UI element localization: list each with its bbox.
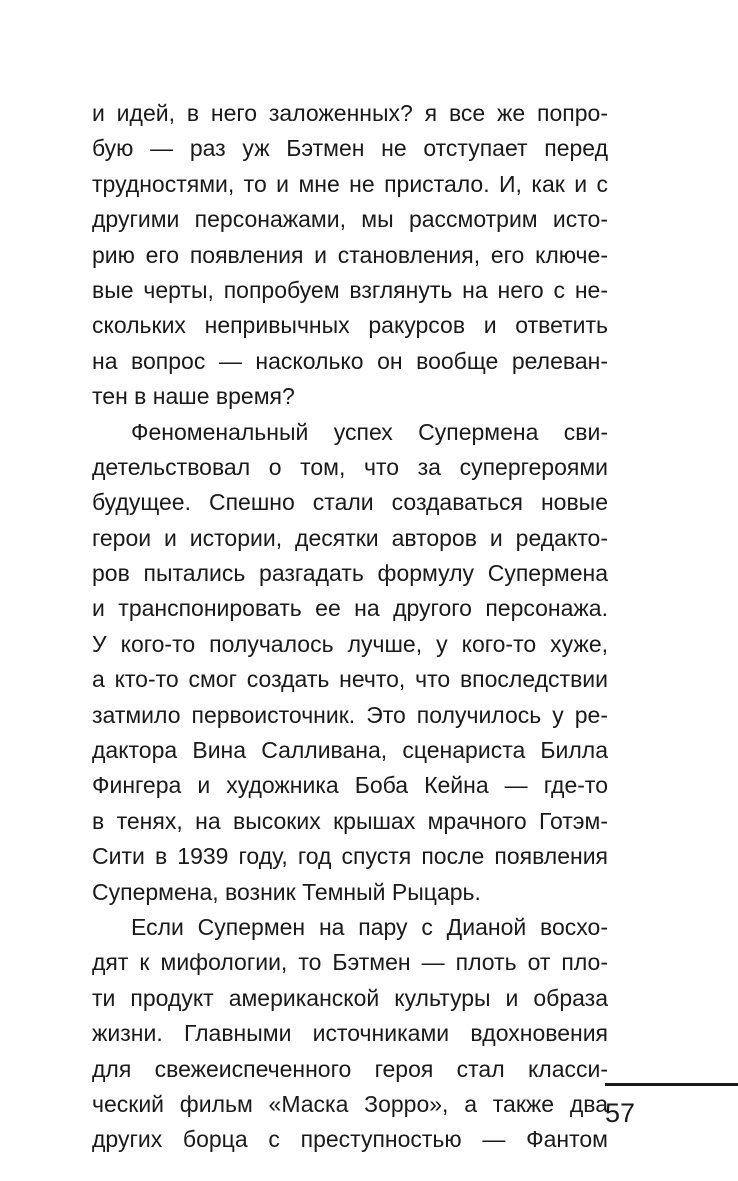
text-line: и транспонировать ее на другого персонажа. (92, 595, 608, 622)
text-line: герои и истории, десятки авторов и редакто- (92, 524, 608, 551)
text-line: скольких непривычных ракурсов и ответить (92, 312, 608, 339)
text-line: трудностями, то и мне не пристало. И, как и с (92, 170, 608, 197)
text-line: Феноменальный успех Супермена сви- (131, 418, 608, 445)
text-line: Супермена, возник Темный Рыцарь. (92, 878, 481, 905)
text-line: тен в наше время? (92, 383, 295, 410)
text-line: дактора Вина Салливана, сценариста Билла (92, 737, 608, 764)
text-line: другими персонажами, мы рассмотрим исто- (92, 206, 608, 233)
text-line: а кто-то смог создать нечто, что впоследствии (92, 666, 608, 693)
text-line: ти продукт американской культуры и образа (92, 984, 608, 1011)
text-line: Фингера и художника Боба Кейна — где-то (92, 772, 608, 799)
text-line: и идей, в него заложенных? я все же попро- (92, 100, 608, 126)
text-line: затмило первоисточник. Это получилось у ре- (92, 701, 608, 728)
text-line: на вопрос — насколько он вообще релеван- (92, 347, 608, 374)
page-number: 57 (605, 1098, 636, 1128)
text-line: Сити в 1939 году, год спустя после появления (92, 843, 608, 870)
text-line: ров пытались разгадать формулу Супермена (92, 560, 608, 587)
text-line: Если Супермен на пару с Дианой восхо- (131, 913, 608, 940)
text-line: рию его появления и становления, его ключе- (92, 241, 608, 268)
text-line: детельствовал о том, что за супергероями (92, 453, 608, 480)
text-line: в тенях, на высоких крышах мрачного Готэм- (92, 807, 608, 834)
text-line: будущее. Спешно стали создаваться новые (92, 489, 608, 516)
text-line: бую — раз уж Бэтмен не отступает перед (92, 135, 608, 162)
text-line: У кого-то получалось лучше, у кого-то хуже, (92, 630, 608, 657)
text-line: других борца с преступностью — Фантом (92, 1126, 608, 1153)
text-line: ческий фильм «Маска Зорро», а также два (92, 1090, 608, 1117)
text-line: для свежеиспеченного героя стал класси- (92, 1055, 608, 1082)
text-line: жизни. Главными источниками вдохновения (92, 1020, 608, 1047)
text-line: дят к мифологии, то Бэтмен — плоть от пло- (92, 949, 608, 976)
text-line: вые черты, попробуем взглянуть на него с не- (92, 276, 608, 303)
page-body (92, 96, 608, 1158)
footer-rule (605, 1083, 738, 1086)
